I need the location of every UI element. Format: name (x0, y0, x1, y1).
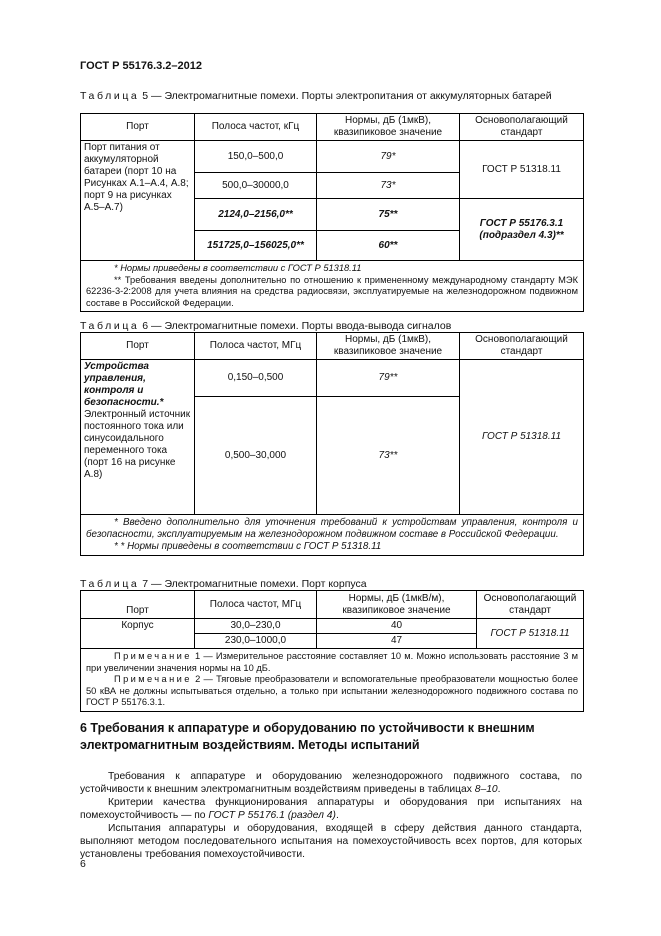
t7-notes (81, 649, 584, 712)
t6-port-bold: Устройства управления, контроля и безопасности.* (84, 361, 164, 408)
t5-standard-1: ГОСТ Р 51318.11 (460, 141, 584, 199)
t7-header-norms: Нормы, дБ (1мкВ/м), квазипиковое значение (317, 591, 477, 619)
t7-note-2: Примечание 2 — Тяговые преобразователи и вспомогательные преобразователи мощностью более 50 кВА не должны испытываться отдельно, а только при испытании железнодорожного подвижного состава по ГОСТ Р 55176.3.1. (86, 674, 578, 707)
t5-port-cell: Порт питания от аккумуляторной батареи (порт 10 на Рисунках А.1–А.4, А.8; порт 9 на рисунках А.5–А.7) (81, 141, 195, 261)
t7-header-standard: Основополагающий стандарт (477, 591, 584, 619)
t7-r1-norm: 40 (317, 619, 477, 634)
t5-header-band: Полоса частот, кГц (195, 114, 317, 141)
t5-r2-band: 500,0–30000,0 (195, 173, 317, 199)
t5-note-2: ** Требования введены дополнительно по отношению к примененному международному стандарту МЭК 62236-3-2:2008 для учета влияния на средства радиосвязи, эксплуатируемые на железнодорожном подвижном составе в Российской Федерации. (86, 274, 578, 308)
t6-header-band: Полоса частот, МГц (195, 333, 317, 360)
tables-ref: 8–10 (474, 784, 498, 795)
t7-header-port: Порт (81, 591, 195, 619)
t6-header-port: Порт (81, 333, 195, 360)
t6-standard: ГОСТ Р 51318.11 (460, 360, 584, 515)
t5-header-port: Порт (81, 114, 195, 141)
t7-standard: ГОСТ Р 51318.11 (477, 619, 584, 649)
t5-r4-norm: 60** (317, 231, 460, 261)
t7-r2-norm: 47 (317, 634, 477, 649)
t5-header-norms: Нормы, дБ (1мкВ), квазипиковое значение (317, 114, 460, 141)
t7-port-cell: Корпус (81, 619, 195, 649)
t5-r4-band: 151725,0–156025,0** (195, 231, 317, 261)
standard-ref: ГОСТ Р 55176.1 (раздел 4) (208, 810, 336, 821)
t5-r1-norm: 79* (317, 141, 460, 173)
t7-r2-band: 230,0–1000,0 (195, 634, 317, 649)
t5-r1-band: 150,0–500,0 (195, 141, 317, 173)
t5-notes (81, 261, 584, 312)
table6-caption: Таблица 6 — Электромагнитные помехи. Порты ввода-вывода сигналов (80, 320, 452, 332)
t7-note-1: Примечание 1 — Измерительное расстояние составляет 10 м. Можно использовать расстояние 3 м при увеличении значения нормы на 10 дБ. (86, 651, 578, 673)
t6-notes (81, 515, 584, 556)
t6-header-norms: Нормы, дБ (1мкВ), квазипиковое значение (317, 333, 460, 360)
table-5 (80, 113, 584, 312)
table-7 (80, 590, 584, 712)
table7-caption: Таблица 7 — Электромагнитные помехи. Порт корпуса (80, 578, 367, 590)
t5-r3-band: 2124,0–2156,0** (195, 199, 317, 231)
t5-r3-norm: 75** (317, 199, 460, 231)
t6-r2-norm: 73** (317, 397, 460, 515)
t5-header-standard: Основополагающий стандарт (460, 114, 584, 141)
t5-note-1: * Нормы приведены в соответствии с ГОСТ Р 51318.11 (114, 263, 362, 273)
table-6 (80, 332, 584, 556)
t6-r2-band: 0,500–30,000 (195, 397, 317, 515)
t7-header-band: Полоса частот, МГц (195, 591, 317, 619)
document-header: ГОСТ Р 55176.3.2–2012 (80, 60, 203, 72)
t6-note-2: * * Нормы приведены в соответствии с ГОСТ Р 51318.11 (114, 541, 382, 552)
t6-r1-band: 0,150–0,500 (195, 360, 317, 397)
t7-r1-band: 30,0–230,0 (195, 619, 317, 634)
t6-header-standard: Основополагающий стандарт (460, 333, 584, 360)
paragraph-1: Требования к аппаратуре и оборудованию железнодорожного подвижного состава, по устойчивости к внешним электромагнитным воздействиям приведены в таблицах 8–10. (80, 771, 582, 795)
t5-standard-2: ГОСТ Р 55176.3.1 (подраздел 4.3)** (460, 199, 584, 261)
paragraph-3: Испытания аппаратуры и оборудования, входящей в сферу действия данного стандарта, выполняют методом последовательного испытания на помехоустойчивость всех портов, для которых установлены требования помехоустойчивости. (80, 823, 582, 860)
t6-r1-norm: 79** (317, 360, 460, 397)
table5-caption: Таблица 5 — Электромагнитные помехи. Порты электропитания от аккумуляторных батарей (80, 90, 552, 102)
t6-port-cell (81, 360, 195, 515)
page-number: 6 (80, 858, 86, 870)
section-heading: 6 Требования к аппаратуре и оборудованию по устойчивости к внешним электромагнитным воздействиям. Методы испытаний (80, 721, 535, 752)
t6-port-rest: Электронный источник постоянного тока или синусоидального переменного тока (порт 16 на рисунке А.8) (84, 409, 191, 480)
t5-r2-norm: 73* (317, 173, 460, 199)
paragraph-2: Критерии качества функционирования аппаратуры и оборудования при испытаниях на помехоустойчивость — по ГОСТ Р 55176.1 (раздел 4). (80, 797, 582, 821)
t6-note-1: * Введено дополнительно для уточнения требований к устройствам управления, контроля и безопасности, эксплуатируемым на железнодорожном подвижном составе в Российской Федерации. (86, 517, 578, 540)
